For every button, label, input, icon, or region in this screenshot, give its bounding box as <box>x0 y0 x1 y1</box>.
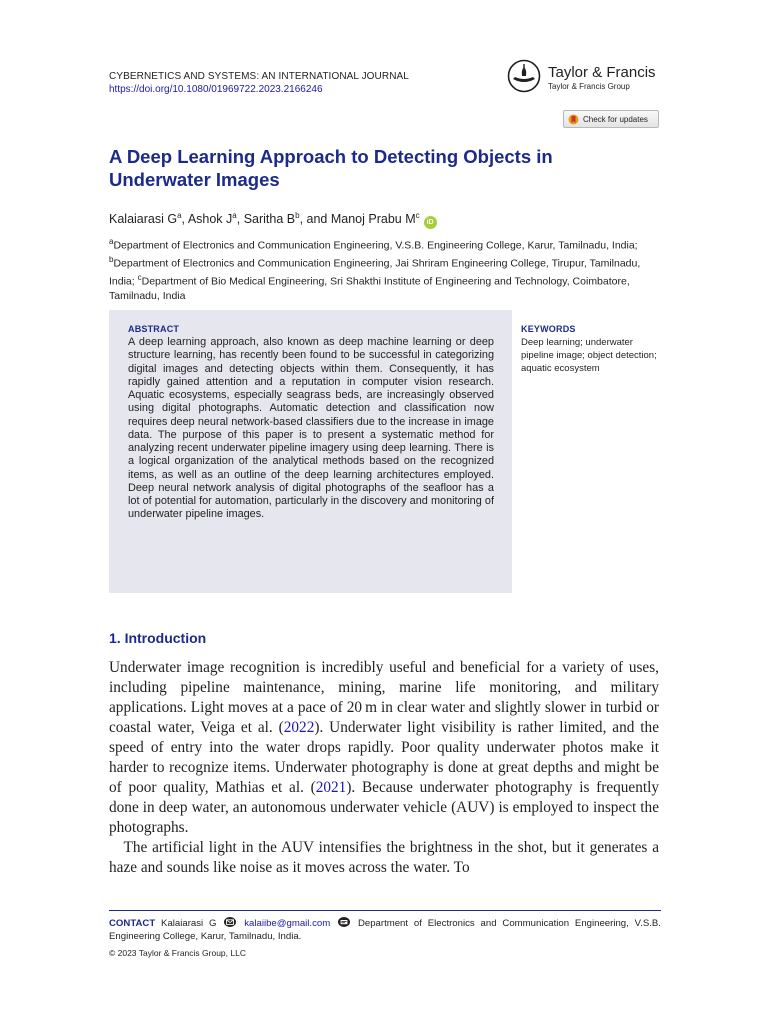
affiliation: Department of Bio Medical Engineering, Sri Shakthi Institute of Engineering and Technology, Coimbatore, Tamilnadu, India <box>109 275 630 302</box>
citation-link[interactable]: 2021 <box>315 779 347 796</box>
journal-header <box>109 70 409 96</box>
abstract-heading: ABSTRACT <box>128 324 180 334</box>
body-text <box>109 658 659 878</box>
bookmark-ribbon-icon <box>568 114 579 125</box>
citation-link[interactable]: 2022 <box>283 719 315 736</box>
contact-name: Kalaiarasi G <box>161 918 217 929</box>
email-icon <box>224 917 236 927</box>
orcid-icon[interactable]: iD <box>424 216 437 229</box>
publisher-logo <box>507 59 667 97</box>
author[interactable]: Ashok $J^a$ <box>187 211 237 227</box>
keywords <box>521 323 661 375</box>
publisher-group: Taylor & Francis Group <box>548 82 630 91</box>
email-link[interactable]: kalaiibe@gmail.com <box>244 918 331 929</box>
abstract-box <box>109 310 512 593</box>
lamp-logo-icon <box>507 59 541 93</box>
affiliations: $^a$Department of Electronics and Communication Engineering, V.S.B. Engineering College, Karur, Tamilnadu, India; $^b$Department of Electronics and Communication Engineering, Jai Shriram Engineering College, Tirupur, Tamilnadu, India; $^c$Department of Bio Medical Engineering, Sri Shakthi Institute of Engineering and Technology, Coimbatore, Tamilnadu, India <box>109 237 641 302</box>
address-icon <box>338 917 350 927</box>
affiliation: Department of Electronics and Communication Engineering, V.S.B. Engineering College, Karur, Tamilnadu, India; <box>113 239 638 252</box>
contact-address: Department of Electronics and Communication Engineering, V.S.B. Engineering College, Karur, Tamilnadu, India. <box>109 918 661 942</box>
check-for-updates-button[interactable] <box>563 110 659 128</box>
keywords-text: Deep learning; underwater pipeline image; object detection; aquatic ecosystem <box>521 337 657 374</box>
abstract-text: A deep learning approach, also known as deep machine learning or deep structure learning, has recently been found to be successful in categorizing digital images and detecting objects within them. Consequently, it has rapidly gained attention and a reputation in computer vision research. Aquatic ecosystems, especially seagrass beds, are increasingly observed using digital photographs. Automatic detection and classification now requires deep neural network-based classifiers due to the increase in image data. The purpose of this paper is to present a systematic method for analyzing recent underwater pipeline imagery using deep learning. There is a logical organization of the analytical methods based on the recognized items, as well as an outline of the deep learning architectures employed. Deep neural network analysis of digital photographs of the seafloor has a lot of potential for automation, particularly in the discovery and monitoring of underwater pipeline images. <box>128 336 494 521</box>
paragraph: The artificial light in the AUV intensifies the brightness in the shot, but it generates a haze and sounds like noise as it moves across the water. To <box>109 839 659 876</box>
contact-info <box>109 917 661 943</box>
check-for-updates-label: Check for updates <box>583 114 648 124</box>
doi-link[interactable]: https://doi.org/10.1080/01969722.2023.2166246 <box>109 84 323 95</box>
journal-name: CYBERNETICS AND SYSTEMS: AN INTERNATIONAL JOURNAL <box>109 71 409 82</box>
footer-divider <box>109 910 661 911</box>
publisher-name: Taylor & Francis <box>548 64 656 81</box>
paragraph: Underwater image recognition is incredibly useful and beneficial for a variety of uses, including pipeline maintenance, mining, marine life monitoring, and military applications. Light moves at a pace of 20 m in clear water and slightly slower in turbid or coastal water, Veiga et al. (2022). Underwater light visibility is rather limited, and the speed of entry into the water drops rapidly. Poor quality underwater photos make it harder to recognize items. Underwater photography is done at great depths and might be of poor quality, Mathias et al. (2021). Because underwater photography is frequently done in deep water, an autonomous underwater vehicle (AUV) is employed to inspect the photographs. <box>109 659 659 836</box>
author[interactable]: Kalaiarasi $G^a$ <box>109 211 182 227</box>
keywords-heading: KEYWORDS <box>521 324 576 334</box>
author[interactable]: Saritha $B^b$ <box>243 211 300 227</box>
copyright: © 2023 Taylor & Francis Group, LLC <box>109 948 246 958</box>
author-list: Kalaiarasi $G^a$, Ashok $J^a$, Saritha $B^b$, and Manoj Prabu $M^ciD$ <box>109 207 437 229</box>
author[interactable]: Manoj Prabu $M^c$ <box>330 211 420 227</box>
article-title: A Deep Learning Approach to Detecting Objects in Underwater Images <box>109 146 553 190</box>
contact-label: CONTACT <box>109 918 156 929</box>
affiliation: Department of Electronics and Communication Engineering, Jai Shriram Engineering College, Tirupur, Tamilnadu, India; <box>109 257 641 288</box>
section-heading: 1. Introduction <box>109 630 207 646</box>
